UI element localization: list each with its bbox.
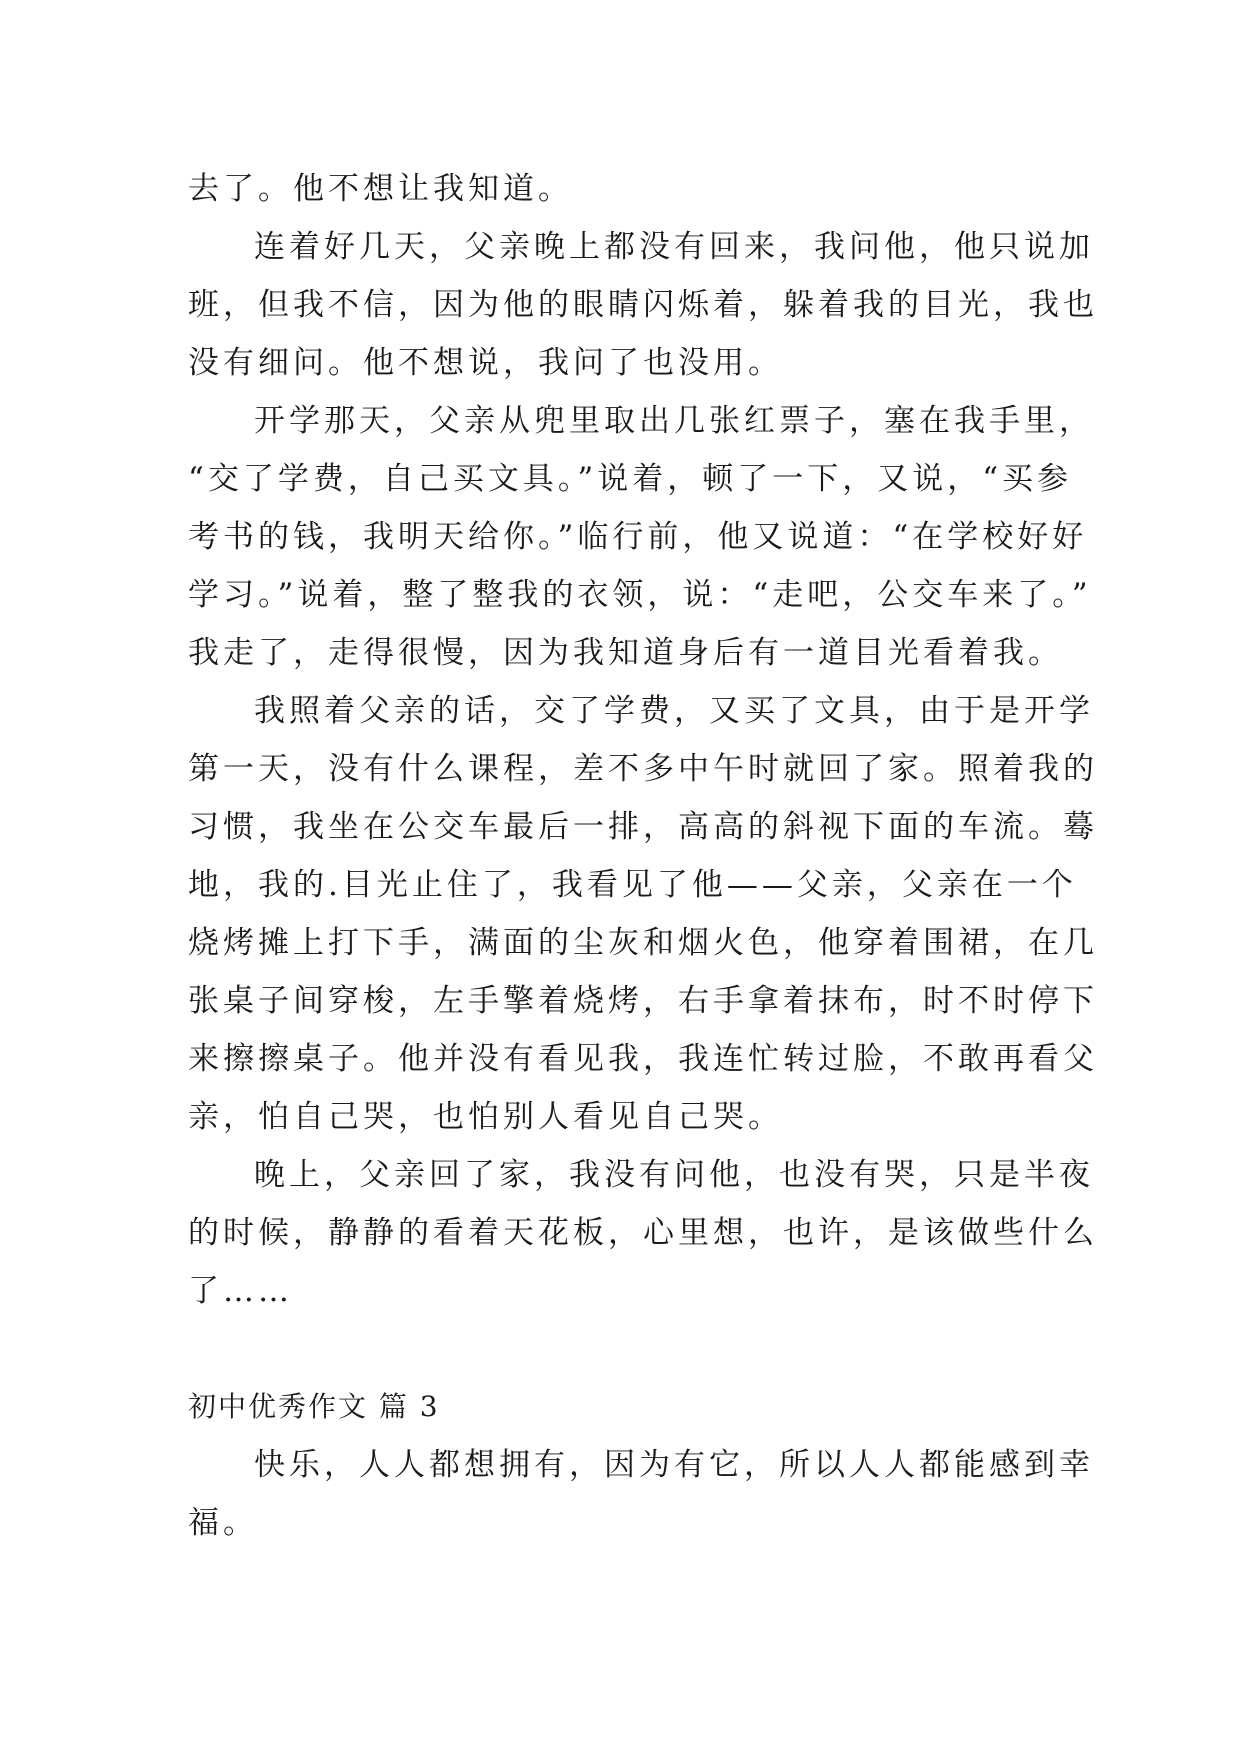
paragraph-line: 我走了，走得很慢，因为我知道身后有一道目光看着我。 [188, 635, 1063, 671]
paragraph-line: 学习。”说着，整了整我的衣领，说：“走吧，公交车来了。” [188, 577, 1092, 613]
paragraph-line: 来擦擦桌子。他并没有看见我，我连忙转过脸，不敢再看父 [188, 1041, 1098, 1077]
paragraph-line: 连着好几天，父亲晚上都没有回来，我问他，他只说加 [254, 229, 1094, 265]
paragraph-line: 去了。他不想让我知道。 [188, 171, 573, 207]
paragraph-line: 晚上，父亲回了家，我没有问他，也没有哭，只是半夜 [254, 1157, 1094, 1193]
paragraph-line: 没有细问。他不想说，我问了也没用。 [188, 345, 783, 381]
paragraph-line: 习惯，我坐在公交车最后一排，高高的斜视下面的车流。蓦 [188, 809, 1098, 845]
paragraph-line: 开学那天，父亲从兜里取出几张红票子，塞在我手里， [254, 403, 1094, 439]
paragraph-line: 的时候，静静的看着天花板，心里想，也许，是该做些什么 [188, 1215, 1098, 1251]
paragraph-line: 福。 [188, 1505, 258, 1541]
paragraph-line: 第一天，没有什么课程，差不多中午时就回了家。照着我的 [188, 751, 1098, 787]
paragraph-line: 我照着父亲的话，交了学费，又买了文具，由于是开学 [254, 693, 1094, 729]
paragraph-line: 张桌子间穿梭，左手擎着烧烤，右手拿着抹布，时不时停下 [188, 983, 1098, 1019]
paragraph-line: “交了学费，自己买文具。”说着，顿了一下，又说，“买参 [188, 461, 1073, 497]
section-spacer [188, 1320, 1056, 1378]
paragraph-line: 快乐，人人都想拥有，因为有它，所以人人都能感到幸 [254, 1447, 1094, 1483]
paragraph-line: 考书的钱，我明天给你。”临行前，他又说道：“在学校好好 [188, 519, 1088, 555]
paragraph-line: 亲，怕自己哭，也怕别人看见自己哭。 [188, 1099, 783, 1135]
section-heading: 初中优秀作文 篇 3 [188, 1390, 440, 1423]
paragraph-line: 地，我的.目光止住了，我看见了他——父亲，父亲在一个 [188, 867, 1077, 903]
paragraph-line: 班，但我不信，因为他的眼睛闪烁着，躲着我的目光，我也 [188, 287, 1098, 323]
document-page [188, 160, 1098, 1552]
paragraph-line: 了…… [188, 1273, 293, 1309]
paragraph-line: 烧烤摊上打下手，满面的尘灰和烟火色，他穿着围裙，在几 [188, 925, 1098, 961]
